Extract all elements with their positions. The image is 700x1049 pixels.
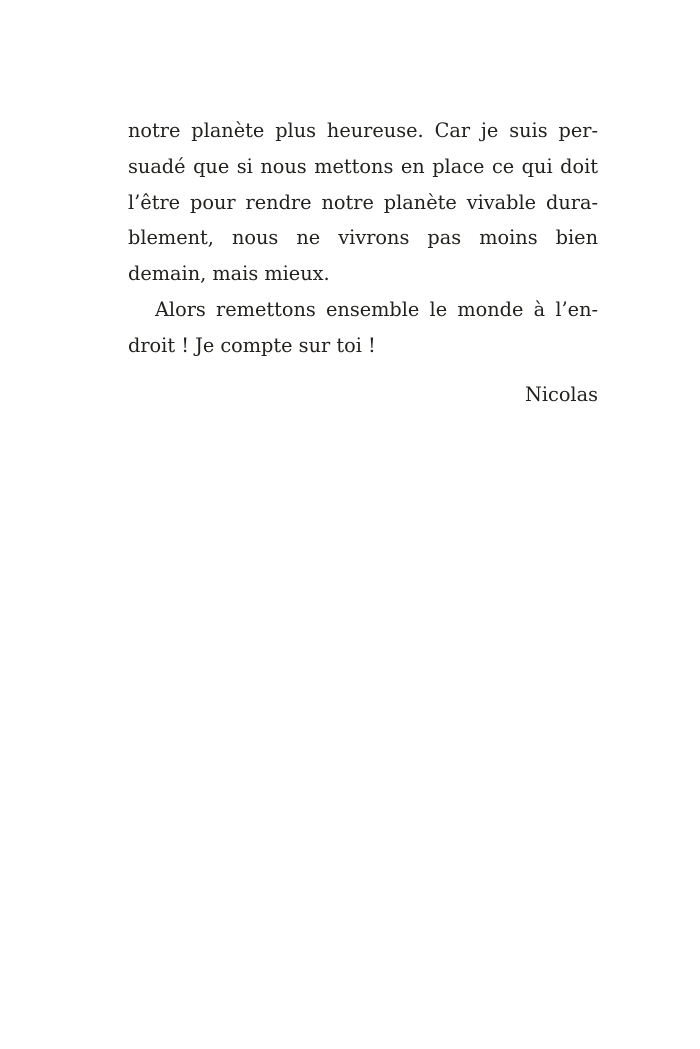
text-line: notre planète plus heureuse. Car je suis per- <box>128 119 598 142</box>
paragraph <box>128 113 598 292</box>
text-line: suadé que si nous mettons en place ce qui doit <box>128 154 598 178</box>
body-text <box>128 113 598 364</box>
paragraph <box>128 292 598 364</box>
text-line: blement, nous ne vivrons pas moins bien <box>128 226 598 250</box>
text-line: droit ! Je compte sur toi ! <box>128 333 376 357</box>
text-line: demain, mais mieux. <box>128 262 330 286</box>
signature: Nicolas <box>524 383 598 406</box>
text-line: Alors remettons ensemble le monde à l’en- <box>155 297 598 321</box>
text-line: l’être pour rendre notre planète vivable dura- <box>128 190 598 214</box>
